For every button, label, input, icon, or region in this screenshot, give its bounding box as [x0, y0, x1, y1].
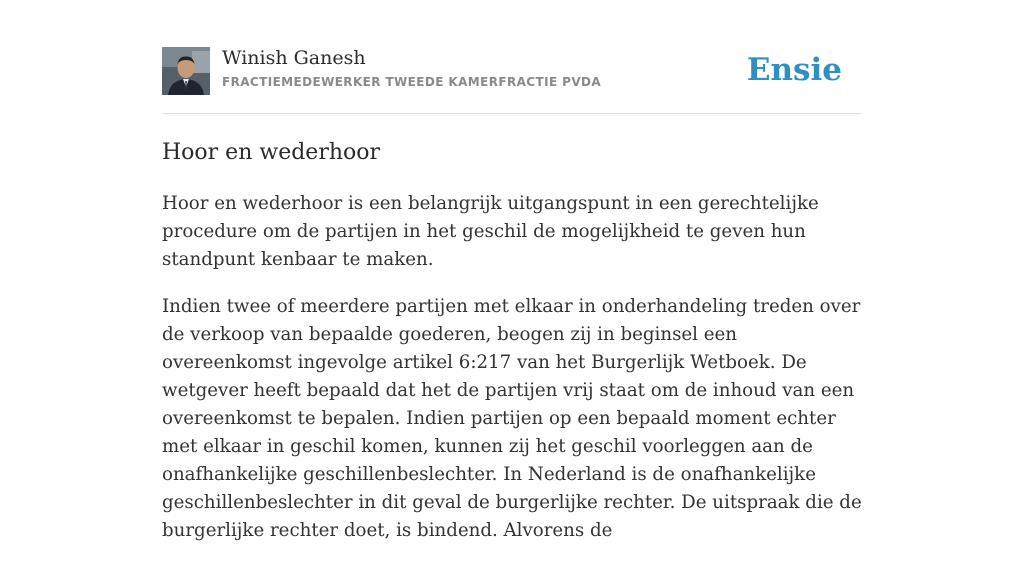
article-body — [162, 190, 864, 564]
avatar[interactable] — [162, 47, 210, 95]
author-header — [162, 46, 862, 96]
brand-logo[interactable]: Ensie — [746, 52, 842, 88]
article-title: Hoor en wederhoor — [162, 140, 381, 165]
header-divider — [162, 113, 862, 114]
article-paragraph: Hoor en wederhoor is een belangrijk uitgangspunt in een gerechtelijke procedure om de partijen in het geschil de mogelijkheid te geven hun standpunt kenbaar te maken. — [162, 193, 819, 270]
author-name[interactable]: Winish Ganesh — [222, 47, 366, 69]
avatar-photo-icon — [162, 47, 210, 95]
author-role: FRACTIEMEDEWERKER TWEEDE KAMERFRACTIE PVDA — [222, 75, 602, 89]
article-paragraph: Indien twee of meerdere partijen met elkaar in onderhandeling treden over de verkoop van bepaalde goederen, beogen zij in beginsel een overeenkomst ingevolge artikel 6:217 van het Burgerlijk Wetboek. De wetgever heeft bepaald dat het de partijen vrij staat om de inhoud van een overeenkomst te bepalen. Indien partijen op een bepaald moment echter met elkaar in geschil komen, kunnen zij het geschil voorleggen aan de onafhankelijke geschillenbeslechter. In Nederland is de onafhankelijke geschillenbeslechter in dit geval de burgerlijke rechter. De uitspraak die de burgerlijke rechter doet, is bindend. Alvorens de — [162, 296, 862, 541]
